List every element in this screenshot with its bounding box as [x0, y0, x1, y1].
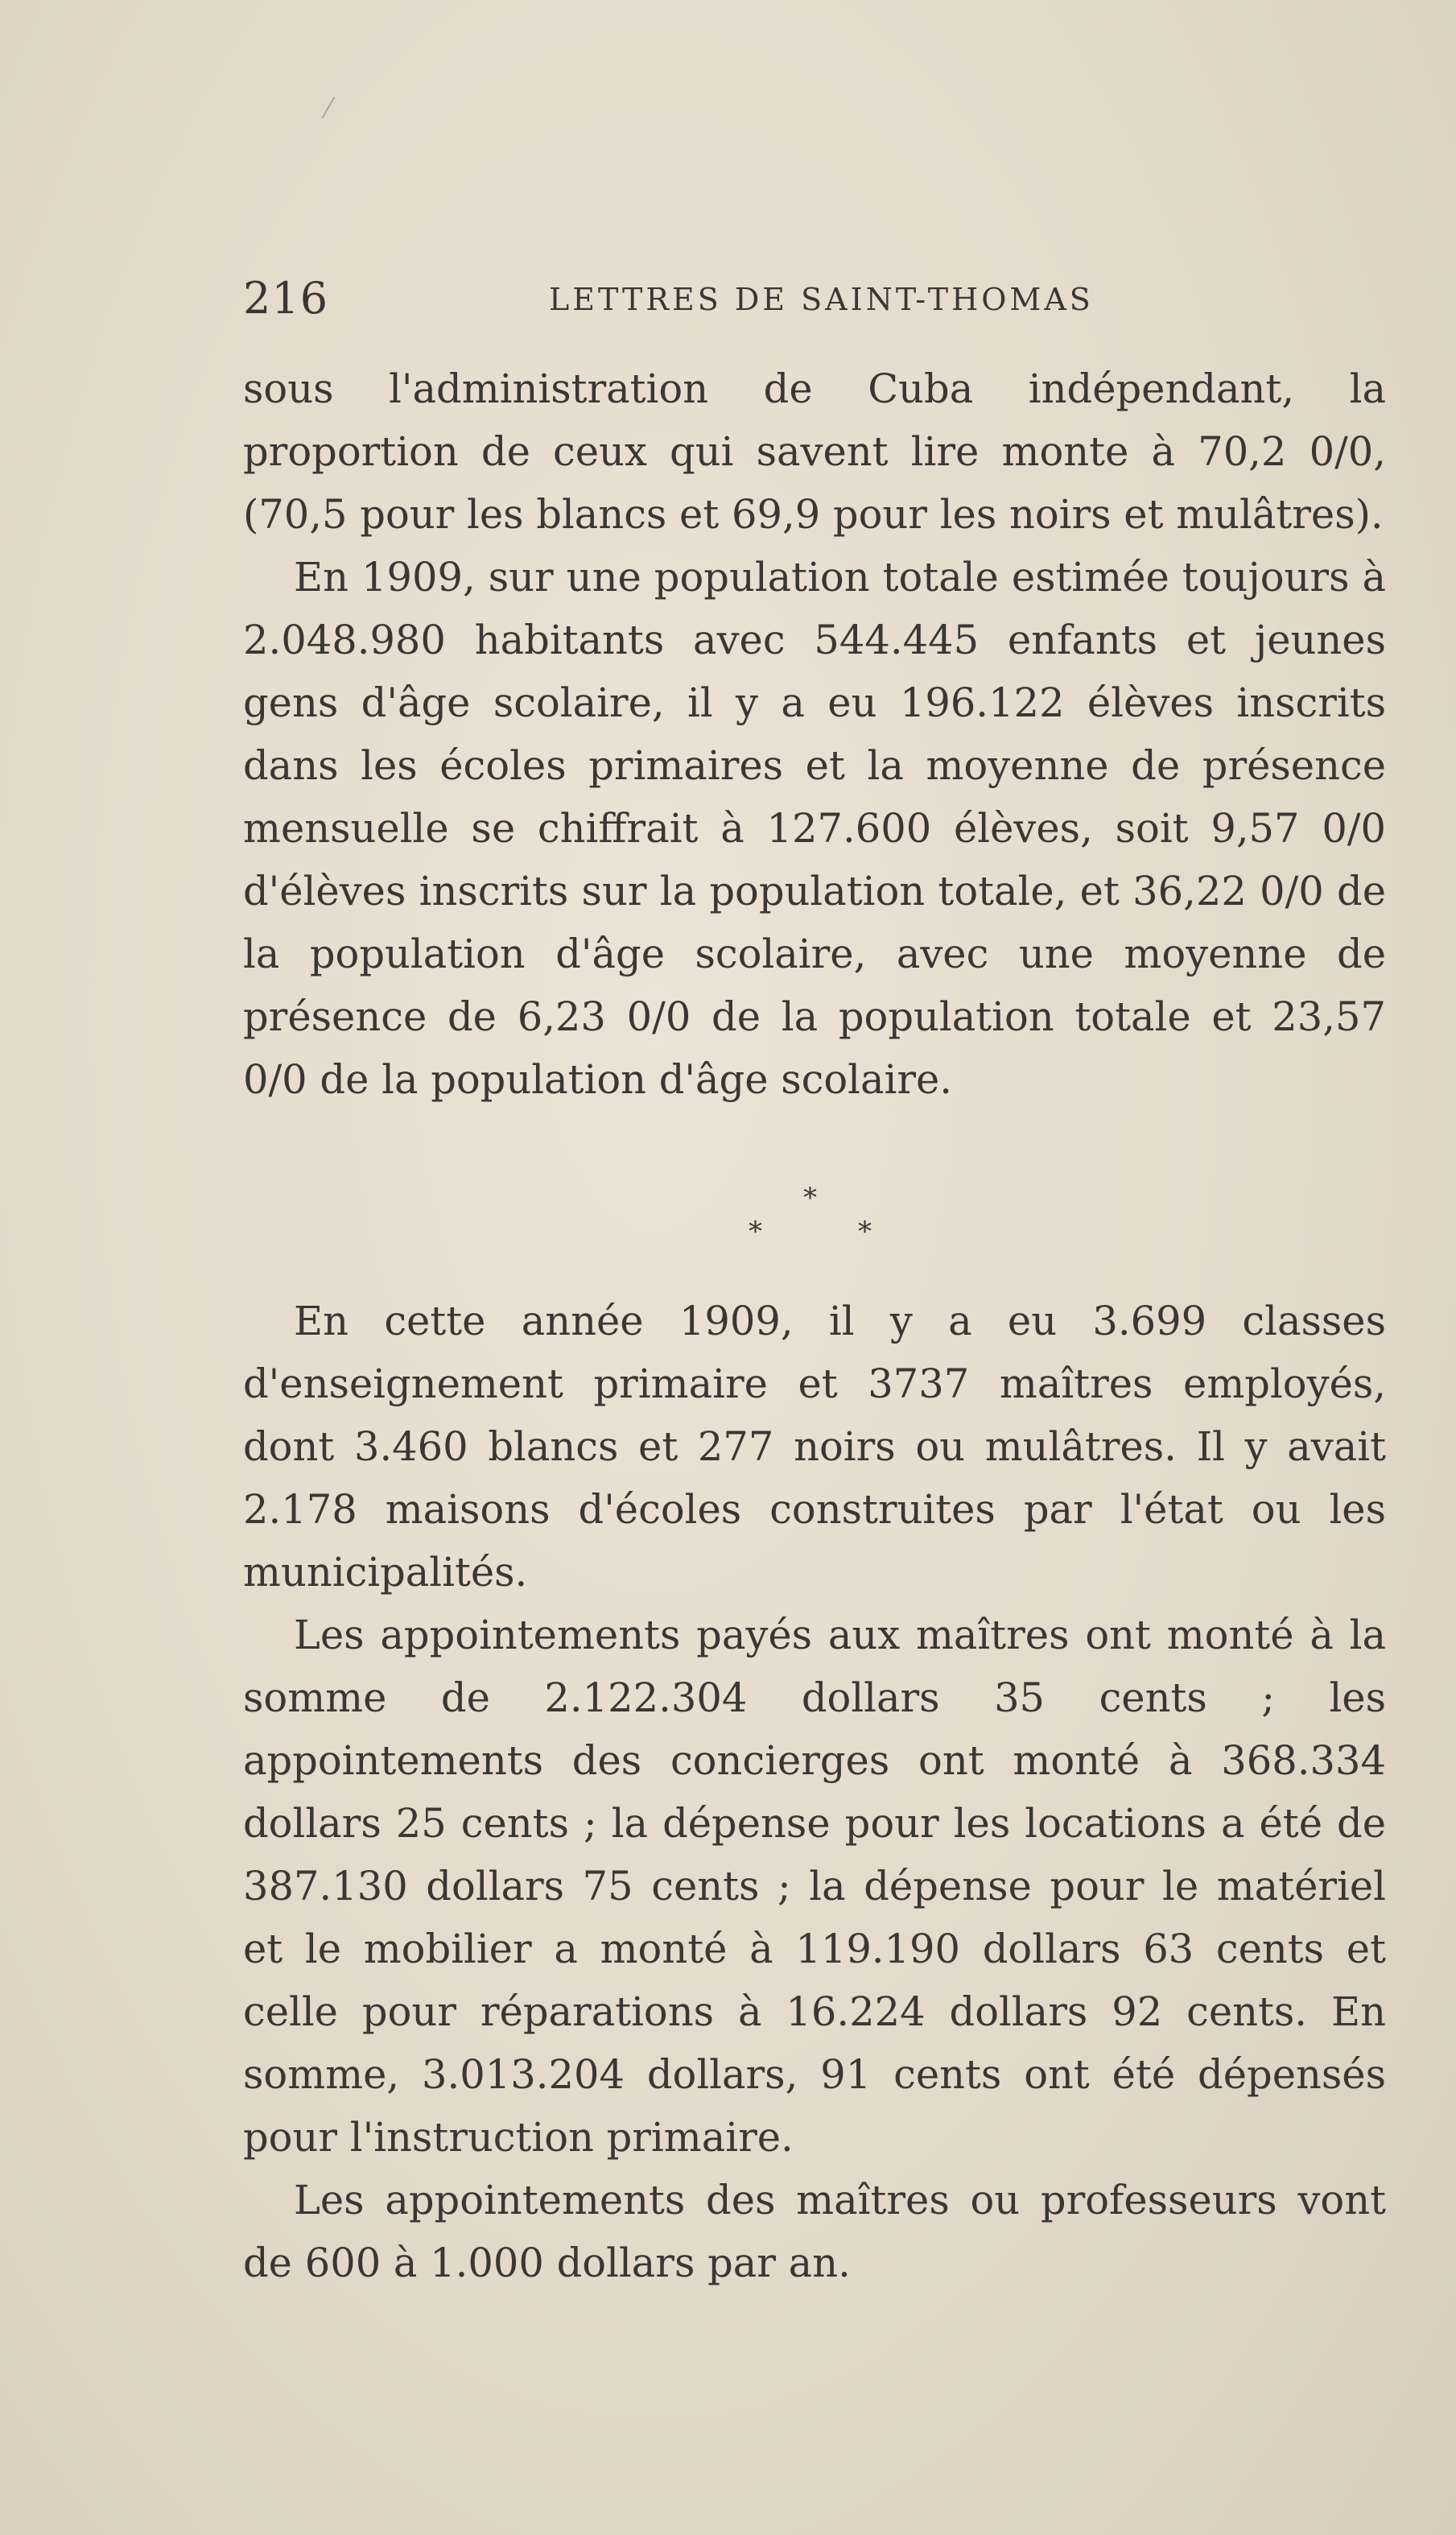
asterism-star: * — [803, 1182, 817, 1214]
text-block-top — [243, 357, 1386, 1111]
page-number: 216 — [243, 273, 329, 324]
asterism-star: * — [749, 1216, 762, 1248]
running-title: LETTRES DE SAINT-THOMAS — [549, 282, 1094, 317]
paragraph-salaries: Les appointements des maîtres ou professeurs vont de 600 à 1.000 dollars par an. — [243, 2177, 1386, 2286]
asterism-star: * — [858, 1216, 872, 1248]
paragraph-expenses: Les appointements payés aux maîtres ont monté à la somme de 2.122.304 dollars 35 cents ; les appointements des concierges ont monté à 368.334 dollars 25 cents ; la dépense pour les locations a été de 387.130 dollars 75 cents ; la dépense pour le matériel et le mobilier a monté à 119.190 dollars 63 cents et celle pour réparations à 16.224 dollars 92 cents. En somme, 3.013.204 dollars, 91 cents ont été dépensés pour l'instruction primaire. — [243, 1612, 1386, 2161]
asterism-separator — [740, 1182, 885, 1254]
page-header — [243, 270, 1386, 327]
text-block-bottom — [243, 1290, 1386, 2294]
paragraph-classes: En cette année 1909, il y a eu 3.699 classes d'enseignement primaire et 3737 maîtres employés, dont 3.460 blancs et 277 noirs ou mulâtres. Il y avait 2.178 maisons d'écoles construites par l'état ou les municipalités. — [243, 1298, 1386, 1596]
pencil-mark — [322, 97, 345, 124]
paragraph-1909-population: En 1909, sur une population totale estimée toujours à 2.048.980 habitants avec 544.445 enfants et jeunes gens d'âge scolaire, il y a eu 196.122 élèves inscrits dans les écoles primaires et la moyenne de présence mensuelle se chiffrait à 127.600 élèves, soit 9,57 0/0 d'élèves inscrits sur la population totale, et 36,22 0/0 de la population d'âge scolaire, avec une moyenne de présence de 6,23 0/0 de la population totale et 23,57 0/0 de la population d'âge scolaire. — [243, 554, 1386, 1103]
paragraph-continuation: sous l'administration de Cuba indépendant, la proportion de ceux qui savent lire monte à 70,2 0/0, (70,5 pour les blancs et 69,9 pour les noirs et mulâtres). — [243, 365, 1386, 538]
